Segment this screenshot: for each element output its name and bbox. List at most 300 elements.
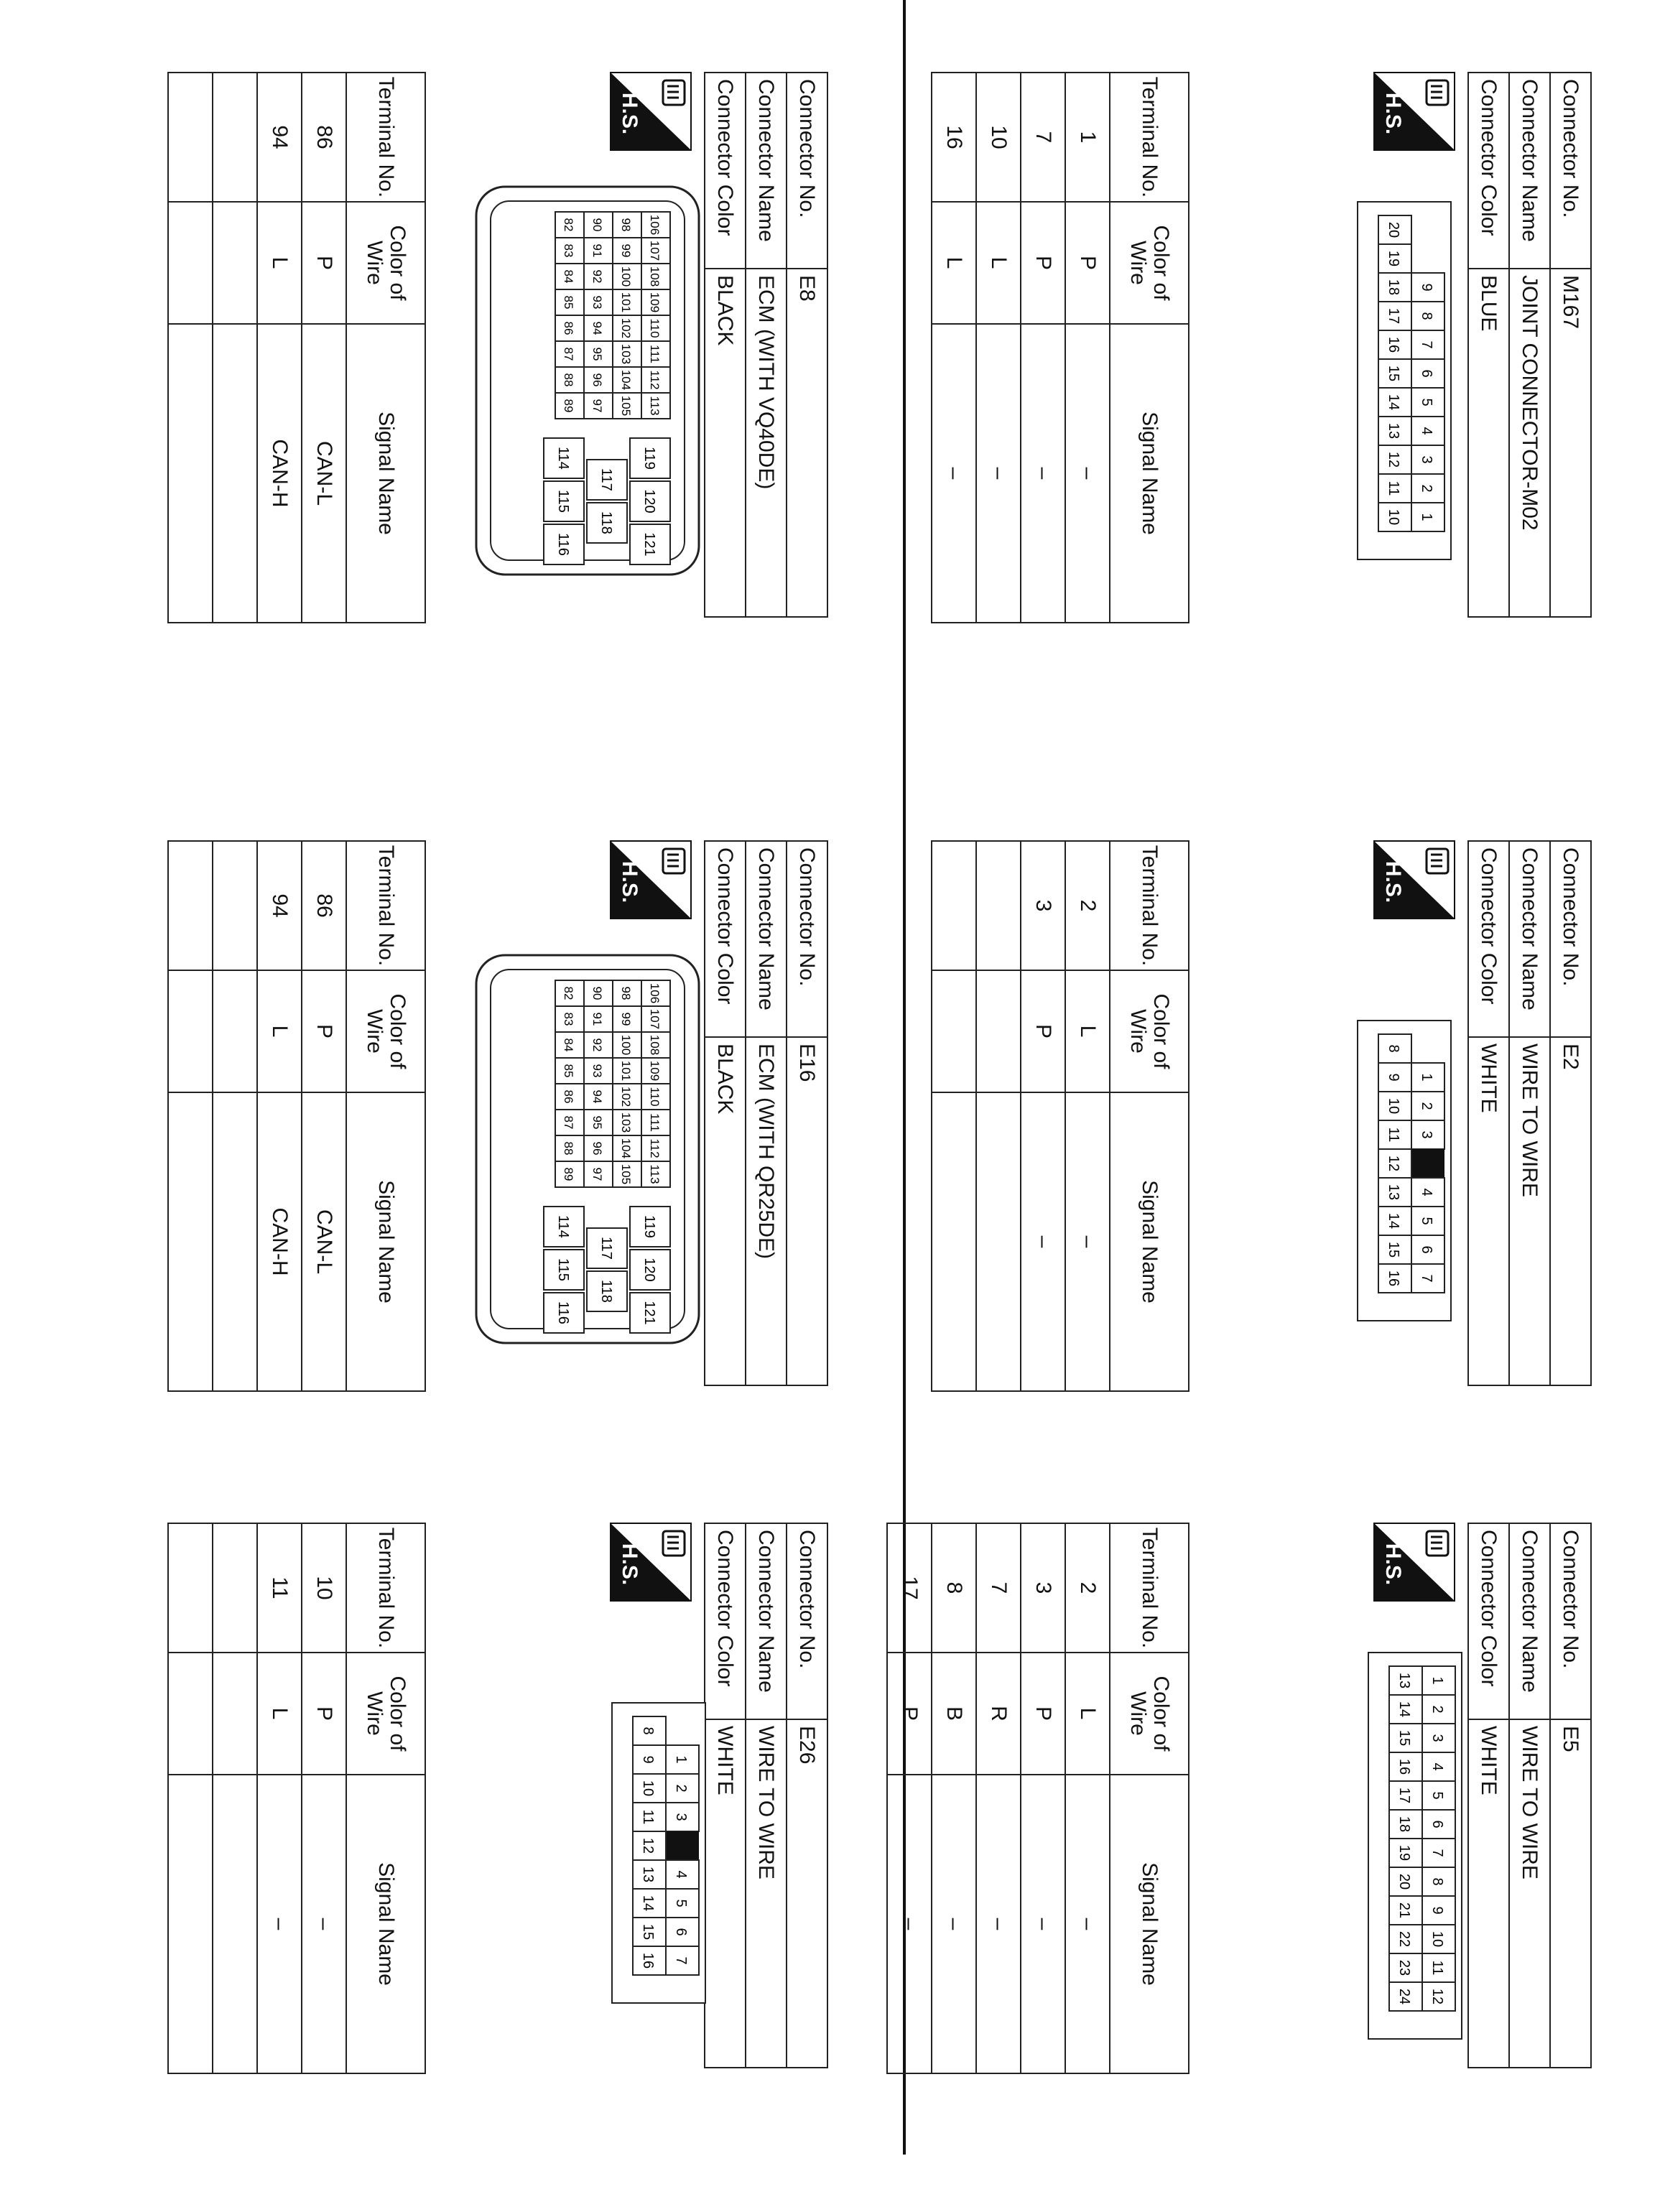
pin-number: 94 bbox=[590, 1089, 604, 1104]
wire-color-header: Color of Wire bbox=[1110, 202, 1189, 324]
empty-row bbox=[213, 1523, 257, 2073]
terminal-number: 7 bbox=[1021, 73, 1065, 202]
wire-color-header: Color of Wire bbox=[346, 1653, 425, 1775]
connector-no-value: M167 bbox=[1550, 269, 1591, 617]
pin-number: 20 bbox=[1396, 1873, 1412, 1890]
connector-no-value: E8 bbox=[787, 269, 827, 617]
pin-number: 19 bbox=[1386, 250, 1401, 267]
pin-number: 103 bbox=[619, 343, 633, 365]
pin-number: 7 bbox=[673, 1956, 689, 1965]
signal-name: – bbox=[1065, 1092, 1110, 1391]
pin-number: 5 bbox=[1419, 398, 1434, 406]
connector-block-e16 bbox=[153, 840, 828, 1530]
pin-number: 96 bbox=[590, 1141, 604, 1156]
pin-number: 121 bbox=[641, 1301, 657, 1325]
pin-number: 21 bbox=[1396, 1902, 1412, 1919]
connector-face-diagram bbox=[1357, 201, 1452, 560]
pin-number: 9 bbox=[640, 1755, 656, 1764]
pin-number: 9 bbox=[1429, 1906, 1445, 1915]
pin-number: 87 bbox=[562, 1115, 575, 1130]
pin-number: 4 bbox=[673, 1870, 689, 1879]
connector-name-value: ECM (WITH QR25DE) bbox=[746, 1037, 787, 1385]
connector-name-label: Connector Name bbox=[1509, 73, 1550, 269]
terminal-table bbox=[167, 840, 426, 1392]
wire-color-header: Color of Wire bbox=[1110, 970, 1189, 1092]
pin-number: 91 bbox=[590, 1012, 604, 1026]
terminal-row bbox=[302, 73, 346, 623]
wire-color: P bbox=[302, 1653, 346, 1775]
pin-number: 16 bbox=[1396, 1758, 1412, 1775]
wire-color: R bbox=[976, 1653, 1021, 1775]
pin-number: 1 bbox=[673, 1755, 689, 1764]
info-row-connector_no bbox=[1550, 73, 1591, 617]
signal-name: – bbox=[932, 1775, 976, 2073]
pin-number: 101 bbox=[619, 292, 633, 313]
pin-number: 12 bbox=[640, 1837, 656, 1854]
wire-color: L bbox=[257, 1653, 302, 1775]
pin-number: 13 bbox=[1386, 422, 1401, 440]
pin-number: 22 bbox=[1396, 1930, 1412, 1948]
pin-number: 83 bbox=[562, 243, 575, 258]
connector-block-e8 bbox=[153, 72, 828, 761]
connector-color-value: WHITE bbox=[1468, 1719, 1509, 2068]
wire-color: P bbox=[1021, 1653, 1065, 1775]
signal-name: CAN-H bbox=[257, 324, 302, 623]
terminal-no-header: Terminal No. bbox=[346, 1523, 425, 1653]
harness-side-icon bbox=[610, 1523, 692, 1602]
pin-number: 102 bbox=[619, 1086, 633, 1107]
pin-number: 111 bbox=[648, 1113, 662, 1132]
empty-row bbox=[168, 841, 213, 1391]
wire-color: L bbox=[1065, 970, 1110, 1092]
info-row-connector_name bbox=[746, 1523, 787, 2068]
connector-info-table bbox=[1467, 840, 1592, 1386]
connector-name-label: Connector Name bbox=[746, 73, 787, 269]
pin-number: 106 bbox=[648, 214, 662, 236]
harness-side-label: H.S. bbox=[618, 92, 641, 135]
terminal-row bbox=[976, 73, 1021, 623]
terminal-row bbox=[932, 1523, 976, 2073]
terminal-no-header: Terminal No. bbox=[1110, 841, 1189, 970]
pin-number: 83 bbox=[562, 1012, 575, 1026]
info-row-connector_name bbox=[1509, 73, 1550, 617]
pin-number: 13 bbox=[1396, 1672, 1412, 1689]
pin-number: 8 bbox=[1386, 1044, 1401, 1053]
pin-number: 14 bbox=[640, 1895, 656, 1912]
terminal-table-header bbox=[1110, 73, 1189, 623]
pin-number: 15 bbox=[1386, 365, 1401, 382]
pin-number: 82 bbox=[562, 218, 575, 232]
signal-name: CAN-L bbox=[302, 1092, 346, 1391]
pin-number: 89 bbox=[562, 399, 575, 413]
signal-name-header: Signal Name bbox=[346, 1775, 425, 2073]
pin-number: 10 bbox=[1386, 508, 1401, 526]
harness-side-label: H.S. bbox=[1381, 860, 1405, 903]
pin-number: 108 bbox=[648, 1034, 662, 1056]
pin-number: 90 bbox=[590, 218, 604, 232]
connector-name-value: WIRE TO WIRE bbox=[746, 1719, 787, 2068]
pin-number: 15 bbox=[640, 1923, 656, 1941]
terminal-row bbox=[302, 841, 346, 1391]
pin-number: 16 bbox=[1386, 336, 1401, 353]
pin-number: 104 bbox=[619, 1138, 633, 1159]
info-row-connector_name bbox=[746, 841, 787, 1385]
wire-color: L bbox=[976, 202, 1021, 324]
pin-number: 19 bbox=[1396, 1844, 1412, 1862]
pin-number: 92 bbox=[590, 269, 604, 284]
empty-row bbox=[213, 841, 257, 1391]
pin-number: 10 bbox=[1386, 1097, 1401, 1115]
pin-number: 112 bbox=[648, 1138, 662, 1158]
pin-number: 120 bbox=[641, 489, 657, 514]
pin-number: 11 bbox=[1429, 1960, 1445, 1976]
pin-number: 2 bbox=[1419, 1102, 1434, 1110]
pin-number: 85 bbox=[562, 1064, 575, 1078]
key-slot bbox=[1411, 1149, 1444, 1178]
pin-number: 10 bbox=[640, 1780, 656, 1797]
signal-name-header: Signal Name bbox=[346, 1092, 425, 1391]
empty-row bbox=[932, 841, 976, 1391]
connector-block-e2 bbox=[917, 840, 1592, 1530]
pin-number: 118 bbox=[598, 1280, 614, 1303]
terminal-row bbox=[302, 1523, 346, 2073]
harness-side-label: H.S. bbox=[1381, 92, 1405, 135]
pin-number: 121 bbox=[641, 532, 657, 557]
terminal-table-header bbox=[346, 73, 425, 623]
connector-no-value: E2 bbox=[1550, 1037, 1591, 1385]
terminal-number: 3 bbox=[1021, 1523, 1065, 1653]
signal-name: – bbox=[932, 324, 976, 623]
connector-face-diagram bbox=[1357, 1020, 1452, 1321]
pin-number: 86 bbox=[562, 1089, 575, 1104]
connector-no-value: E16 bbox=[787, 1037, 827, 1385]
connector-name-value: WIRE TO WIRE bbox=[1509, 1037, 1550, 1385]
pin-number: 93 bbox=[590, 295, 604, 310]
terminal-number: 10 bbox=[976, 73, 1021, 202]
signal-name: – bbox=[976, 324, 1021, 623]
pin-number: 11 bbox=[640, 1809, 656, 1825]
terminal-number: 11 bbox=[257, 1523, 302, 1653]
signal-name: – bbox=[257, 1775, 302, 2073]
pin-number: 84 bbox=[562, 1038, 575, 1052]
pin-number: 105 bbox=[619, 395, 633, 417]
connector-info-table bbox=[704, 1523, 828, 2068]
connector-face-diagram bbox=[469, 948, 706, 1350]
pin-number: 1 bbox=[1419, 513, 1434, 521]
terminal-number: 86 bbox=[302, 73, 346, 202]
wire-color-header: Color of Wire bbox=[346, 970, 425, 1092]
signal-name: – bbox=[1065, 1775, 1110, 2073]
connector-no-label: Connector No. bbox=[787, 73, 827, 269]
pin-number: 6 bbox=[1419, 369, 1434, 378]
terminal-number: 2 bbox=[1065, 841, 1110, 970]
signal-name: – bbox=[976, 1775, 1021, 2073]
pin-number: 114 bbox=[555, 1215, 571, 1238]
wire-color: L bbox=[257, 202, 302, 324]
pin-number: 11 bbox=[1386, 1127, 1401, 1143]
wire-color: P bbox=[1021, 202, 1065, 324]
pin-number: 17 bbox=[1386, 307, 1401, 325]
terminal-number: 94 bbox=[257, 841, 302, 970]
pin-number: 88 bbox=[562, 1141, 575, 1156]
pin-number: 89 bbox=[562, 1167, 575, 1181]
terminal-no-header: Terminal No. bbox=[1110, 73, 1189, 202]
pin-number: 5 bbox=[1419, 1217, 1434, 1225]
terminal-number: 1 bbox=[1065, 73, 1110, 202]
pin-number: 97 bbox=[590, 399, 604, 413]
pin-number: 16 bbox=[640, 1952, 656, 1969]
pin-number: 85 bbox=[562, 295, 575, 310]
pin-number: 1 bbox=[1419, 1073, 1434, 1082]
connector-color-label: Connector Color bbox=[705, 1523, 746, 1719]
terminal-no-header: Terminal No. bbox=[346, 73, 425, 202]
pin-number: 9 bbox=[1419, 283, 1434, 292]
terminal-number: 10 bbox=[302, 1523, 346, 1653]
connector-name-label: Connector Name bbox=[1509, 841, 1550, 1037]
terminal-number: 3 bbox=[1021, 841, 1065, 970]
info-row-connector_name bbox=[1509, 1523, 1550, 2068]
wire-color-header: Color of Wire bbox=[1110, 1653, 1189, 1775]
connector-color-value: WHITE bbox=[705, 1719, 746, 2068]
signal-name: – bbox=[1065, 324, 1110, 623]
pin-number: 7 bbox=[1419, 1274, 1434, 1283]
signal-name: – bbox=[1021, 1775, 1065, 2073]
connector-no-value: E26 bbox=[787, 1719, 827, 2068]
connector-no-label: Connector No. bbox=[1550, 841, 1591, 1037]
terminal-row bbox=[976, 1523, 1021, 2073]
wire-color: P bbox=[1065, 202, 1110, 324]
terminal-row bbox=[1021, 841, 1065, 1391]
harness-side-icon bbox=[1373, 72, 1455, 151]
connector-no-value: E5 bbox=[1550, 1719, 1591, 2068]
pin-number: 94 bbox=[590, 321, 604, 335]
terminal-number: 2 bbox=[1065, 1523, 1110, 1653]
terminal-table bbox=[167, 72, 426, 623]
terminal-number: 94 bbox=[257, 73, 302, 202]
info-row-connector_color bbox=[1468, 73, 1509, 617]
terminal-table bbox=[931, 840, 1189, 1392]
wire-color: P bbox=[887, 1653, 932, 1775]
terminal-row bbox=[257, 841, 302, 1391]
pin-number: 13 bbox=[1386, 1184, 1401, 1201]
pin-number: 93 bbox=[590, 1064, 604, 1078]
terminal-number: 8 bbox=[932, 1523, 976, 1653]
connector-info-table bbox=[704, 72, 828, 618]
connector-color-value: WHITE bbox=[1468, 1037, 1509, 1385]
pin-number: 112 bbox=[648, 370, 662, 390]
info-row-connector_color bbox=[705, 1523, 746, 2068]
pin-number: 3 bbox=[1419, 455, 1434, 464]
pin-number: 6 bbox=[1419, 1245, 1434, 1254]
wire-color: L bbox=[1065, 1653, 1110, 1775]
pin-number: 4 bbox=[1419, 427, 1434, 435]
pin-number: 24 bbox=[1396, 1988, 1412, 2005]
pin-number: 115 bbox=[555, 490, 571, 513]
signal-name-header: Signal Name bbox=[1110, 1092, 1189, 1391]
pin-number: 2 bbox=[1429, 1705, 1445, 1714]
terminal-table-header bbox=[346, 841, 425, 1391]
connector-no-label: Connector No. bbox=[787, 1523, 827, 1719]
pin-number: 84 bbox=[562, 269, 575, 284]
connector-color-label: Connector Color bbox=[1468, 1523, 1509, 1719]
info-row-connector_color bbox=[705, 73, 746, 617]
empty-row bbox=[213, 73, 257, 623]
signal-name: CAN-L bbox=[302, 324, 346, 623]
terminal-table bbox=[886, 1523, 1189, 2074]
signal-name: – bbox=[1021, 324, 1065, 623]
pin-number: 98 bbox=[619, 218, 633, 232]
info-row-connector_no bbox=[787, 1523, 827, 2068]
info-row-connector_no bbox=[787, 73, 827, 617]
info-row-connector_color bbox=[705, 841, 746, 1385]
signal-name: – bbox=[302, 1775, 346, 2073]
connector-info-table bbox=[1467, 72, 1592, 618]
connector-name-value: ECM (WITH VQ40DE) bbox=[746, 269, 787, 617]
info-row-connector_color bbox=[1468, 841, 1509, 1385]
harness-side-icon bbox=[1373, 840, 1455, 919]
harness-side-label: H.S. bbox=[618, 860, 641, 903]
wire-color: P bbox=[302, 202, 346, 324]
pin-number: 97 bbox=[590, 1167, 604, 1181]
pin-number: 16 bbox=[1386, 1270, 1401, 1287]
terminal-table bbox=[167, 1523, 426, 2074]
pin-number: 119 bbox=[641, 1215, 657, 1238]
terminal-number: 7 bbox=[976, 1523, 1021, 1653]
pin-number: 101 bbox=[619, 1060, 633, 1082]
terminal-row bbox=[887, 1523, 932, 2073]
terminal-row bbox=[1021, 73, 1065, 623]
pin-number: 92 bbox=[590, 1038, 604, 1052]
pin-number: 20 bbox=[1386, 221, 1401, 238]
info-row-connector_no bbox=[1550, 1523, 1591, 2068]
pin-number: 9 bbox=[1386, 1073, 1401, 1082]
pin-number: 110 bbox=[648, 1087, 662, 1107]
connector-face-diagram bbox=[1368, 1652, 1462, 2040]
connector-no-label: Connector No. bbox=[1550, 1523, 1591, 1719]
pin-number: 87 bbox=[562, 347, 575, 361]
pin-number: 12 bbox=[1386, 1155, 1401, 1172]
pin-number: 109 bbox=[648, 292, 662, 313]
pin-number: 5 bbox=[1429, 1791, 1445, 1800]
pin-number: 114 bbox=[555, 447, 571, 470]
pin-number: 14 bbox=[1386, 394, 1401, 411]
terminal-row bbox=[257, 1523, 302, 2073]
pin-number: 88 bbox=[562, 373, 575, 387]
harness-side-label: H.S. bbox=[1381, 1543, 1405, 1586]
wire-color: L bbox=[932, 202, 976, 324]
connector-name-value: JOINT CONNECTOR-M02 bbox=[1509, 269, 1550, 617]
connector-name-value: WIRE TO WIRE bbox=[1509, 1719, 1550, 2068]
connector-info-table bbox=[704, 840, 828, 1386]
pin-number: 100 bbox=[619, 266, 633, 287]
pin-number: 12 bbox=[1429, 1988, 1445, 2005]
pin-number: 2 bbox=[1419, 484, 1434, 493]
pin-number: 111 bbox=[648, 345, 662, 363]
connector-info-table bbox=[1467, 1523, 1592, 2068]
terminal-table-header bbox=[1110, 1523, 1189, 2073]
terminal-row bbox=[257, 73, 302, 623]
pin-number: 120 bbox=[641, 1258, 657, 1282]
info-row-connector_color bbox=[1468, 1523, 1509, 2068]
pin-number: 7 bbox=[1419, 340, 1434, 349]
info-row-connector_no bbox=[787, 841, 827, 1385]
signal-name-header: Signal Name bbox=[1110, 324, 1189, 623]
pin-number: 116 bbox=[555, 533, 571, 556]
harness-side-icon bbox=[610, 72, 692, 151]
signal-name: – bbox=[1021, 1092, 1065, 1391]
pin-number: 13 bbox=[640, 1866, 656, 1883]
pin-number: 113 bbox=[648, 1164, 662, 1184]
pin-number: 116 bbox=[555, 1301, 571, 1324]
pin-number: 23 bbox=[1396, 1959, 1412, 1976]
signal-name-header: Signal Name bbox=[346, 324, 425, 623]
harness-side-icon bbox=[1373, 1523, 1455, 1602]
connector-name-label: Connector Name bbox=[746, 841, 787, 1037]
connector-color-value: BLACK bbox=[705, 269, 746, 617]
terminal-row bbox=[1065, 73, 1110, 623]
connector-color-value: BLUE bbox=[1468, 269, 1509, 617]
pin-number: 91 bbox=[590, 243, 604, 258]
terminal-number: 17 bbox=[887, 1523, 932, 1653]
terminal-table-header bbox=[346, 1523, 425, 2073]
connector-block-m167 bbox=[917, 72, 1592, 761]
pin-number: 11 bbox=[1386, 480, 1401, 496]
terminal-no-header: Terminal No. bbox=[346, 841, 425, 970]
pin-number: 103 bbox=[619, 1112, 633, 1133]
pin-number: 4 bbox=[1429, 1762, 1445, 1771]
pin-number: 2 bbox=[673, 1784, 689, 1793]
empty-row bbox=[168, 73, 213, 623]
wire-color-header: Color of Wire bbox=[346, 202, 425, 324]
pin-number: 3 bbox=[1419, 1130, 1434, 1139]
pin-number: 106 bbox=[648, 982, 662, 1004]
connector-block-e26 bbox=[153, 1523, 828, 2212]
connector-block-e5 bbox=[898, 1523, 1592, 2212]
pin-number: 6 bbox=[673, 1928, 689, 1936]
pin-number: 10 bbox=[1429, 1930, 1445, 1948]
pin-number: 117 bbox=[598, 1237, 614, 1260]
pin-number: 14 bbox=[1386, 1212, 1401, 1230]
connector-name-label: Connector Name bbox=[1509, 1523, 1550, 1719]
pin-number: 95 bbox=[590, 1115, 604, 1130]
pin-number: 99 bbox=[619, 243, 633, 258]
pin-number: 95 bbox=[590, 347, 604, 361]
wire-color: B bbox=[932, 1653, 976, 1775]
terminal-row bbox=[1065, 1523, 1110, 2073]
empty-row bbox=[976, 841, 1021, 1391]
terminal-number: 16 bbox=[932, 73, 976, 202]
pin-number: 104 bbox=[619, 369, 633, 391]
pin-number: 18 bbox=[1396, 1816, 1412, 1833]
connector-color-label: Connector Color bbox=[1468, 841, 1509, 1037]
pin-number: 107 bbox=[648, 1008, 662, 1030]
pin-number: 14 bbox=[1396, 1701, 1412, 1718]
pin-number: 6 bbox=[1429, 1820, 1445, 1828]
wire-color: P bbox=[302, 970, 346, 1092]
connector-face-diagram bbox=[469, 180, 706, 582]
connector-name-label: Connector Name bbox=[746, 1523, 787, 1719]
connector-no-label: Connector No. bbox=[787, 841, 827, 1037]
pin-number: 17 bbox=[1396, 1787, 1412, 1804]
pin-number: 15 bbox=[1386, 1241, 1401, 1258]
connector-color-value: BLACK bbox=[705, 1037, 746, 1385]
signal-name: – bbox=[887, 1775, 932, 2073]
pin-number: 98 bbox=[619, 986, 633, 1000]
empty-row bbox=[168, 1523, 213, 2073]
pin-number: 7 bbox=[1429, 1849, 1445, 1857]
pin-number: 99 bbox=[619, 1012, 633, 1026]
pin-number: 90 bbox=[590, 986, 604, 1000]
